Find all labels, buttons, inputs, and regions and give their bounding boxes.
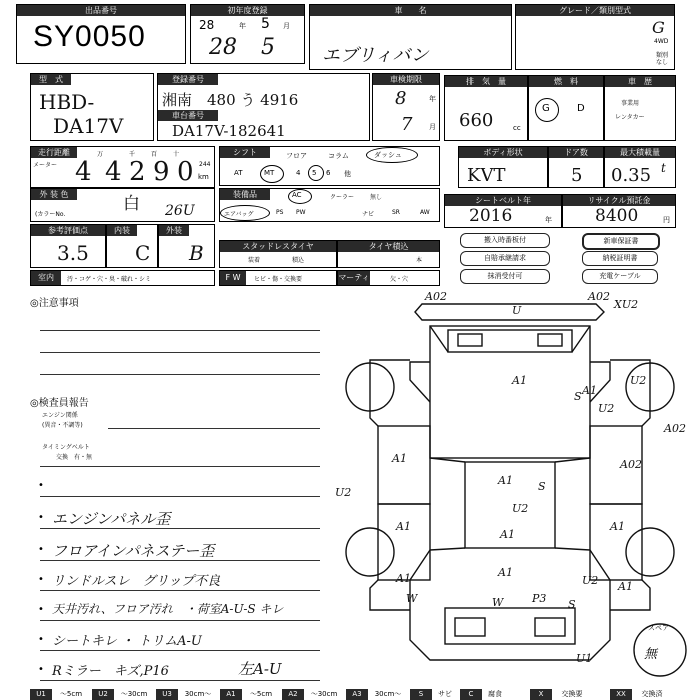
- equip-ps: PS: [276, 209, 284, 216]
- diagram-mark: A1: [498, 566, 513, 579]
- inspection-month-unit: 月: [429, 123, 436, 131]
- km-label: km: [198, 173, 209, 181]
- fw-box: [219, 270, 337, 286]
- legend-value: サビ: [438, 690, 452, 698]
- legend-key: X: [530, 689, 552, 700]
- equip-ac: AC: [292, 191, 302, 199]
- tire-value: 本: [416, 257, 423, 264]
- legend-value: ～30cm: [120, 690, 148, 698]
- shift-label: シフト: [220, 147, 270, 158]
- recycle-value: 8400: [595, 206, 639, 226]
- diagram-mark: P3: [532, 592, 547, 605]
- seatbelt-box: [444, 194, 562, 228]
- mileage-unit-2: 千: [129, 151, 136, 158]
- car-name: エブリィバン: [322, 45, 429, 66]
- interior-label: 内装: [107, 225, 137, 236]
- cc-unit: cc: [513, 124, 521, 132]
- timing-opts: 交換 有・無: [56, 454, 93, 461]
- exterior-box: [158, 224, 215, 268]
- fuel-label: 燃 料: [529, 76, 603, 87]
- lot-number-box: [16, 4, 186, 64]
- displacement-label: 排 気 量: [445, 76, 527, 87]
- use-opt-rental: レンタカー: [615, 114, 645, 121]
- shift-mt: MT: [264, 169, 275, 177]
- diagram-mark: A1: [582, 384, 597, 397]
- inspection-month: 7: [401, 114, 413, 135]
- interior-box: [106, 224, 158, 268]
- diagram-mark: U2: [335, 486, 352, 499]
- legend-value: 腐食: [488, 690, 502, 698]
- diagram-mark: A02: [664, 422, 686, 435]
- studless-loaded: 積込: [292, 257, 305, 264]
- doors-label: ドア数: [549, 147, 603, 158]
- vehicle-diagram: [330, 290, 690, 688]
- grade-label: グレード／類別型式: [516, 5, 674, 16]
- load-box: [604, 146, 676, 188]
- shift-at: AT: [234, 169, 243, 177]
- legend-value: 交換要: [561, 690, 583, 698]
- diagram-mark: U2: [582, 574, 599, 587]
- diagram-mark: W: [492, 596, 504, 609]
- note-line-4: 天井汚れ、フロア汚れ ・荷室A-U-S キレ: [52, 602, 284, 616]
- diagram-mark: A1: [618, 580, 633, 593]
- diagram-mark: W: [406, 592, 418, 605]
- legend-key: XX: [610, 689, 632, 700]
- color-no-label: (カラーNo.: [35, 211, 66, 218]
- load-label: 最大積載量: [605, 147, 675, 158]
- first-reg-month: 5: [261, 16, 270, 32]
- use-opt-business: 事業用: [621, 100, 640, 107]
- legend-bar: [0, 689, 700, 700]
- engine-sub: (異音・不調等): [42, 422, 83, 429]
- equip-pw: PW: [296, 209, 306, 216]
- recycle-box: [562, 194, 676, 228]
- studless-mounted: 装着: [248, 257, 261, 264]
- diagram-mark: A1: [512, 374, 527, 387]
- belt-label: シートベルト年: [445, 195, 561, 206]
- tire-loaded-box: [337, 240, 440, 268]
- doors-value: 5: [571, 165, 583, 186]
- fw-label: F W: [220, 271, 246, 285]
- inspector-title: ◎検査員報告: [30, 398, 89, 409]
- shift-box: [219, 146, 440, 186]
- mileage-box: [30, 146, 215, 188]
- exterior-label: 外装: [159, 225, 189, 236]
- legend-key: U1: [30, 689, 52, 700]
- ref-score-box: [30, 224, 106, 268]
- equip-none: 無し: [370, 194, 383, 201]
- diagram-mark: XU2: [614, 298, 639, 311]
- front-bumper-shape: [415, 304, 604, 320]
- lot-label: 出品番号: [17, 5, 185, 16]
- note-line-1: エンジンパネル歪: [52, 510, 171, 528]
- diagram-mark: A02: [425, 290, 447, 303]
- bullet-6: •: [38, 634, 44, 645]
- diagram-mark: A1: [610, 520, 625, 533]
- diagram-mark: A1: [500, 528, 515, 541]
- car-name-label: 車 名: [310, 5, 511, 16]
- inspection-label: 車検期限: [373, 74, 439, 85]
- color-value: 白: [123, 194, 140, 214]
- legend-key: A3: [346, 689, 368, 700]
- studless-label: スタッドレスタイヤ: [220, 241, 336, 252]
- doc-warranty: 新車保証書: [582, 233, 660, 250]
- mc-opts: 欠・穴: [390, 276, 409, 283]
- timing-label: タイミングベルト: [42, 444, 90, 451]
- doors-box: [548, 146, 604, 188]
- legend-value: 交換済: [641, 690, 663, 698]
- diagram-mark: A1: [392, 452, 407, 465]
- ref-label: 参考評価点: [31, 225, 105, 236]
- first-reg-month-unit: 月: [283, 22, 290, 30]
- tire-label: タイヤ積込: [338, 241, 439, 252]
- use-box: [604, 75, 676, 141]
- mileage-digit-5: 0: [177, 157, 194, 187]
- first-reg-era: 28: [199, 18, 215, 32]
- room-label: 室内: [31, 271, 61, 285]
- first-reg-month-hw: 5: [261, 35, 275, 60]
- bullet-1: •: [38, 480, 44, 491]
- mileage-digit-3: 2: [129, 157, 146, 187]
- car-name-box: [309, 4, 512, 70]
- legend-key: U3: [156, 689, 178, 700]
- equip-sr: SR: [392, 209, 400, 216]
- legend-value: 30cm～: [184, 690, 212, 698]
- recycle-unit: 円: [663, 216, 670, 224]
- belt-value: 2016: [469, 206, 513, 226]
- spare-value: 無: [644, 647, 658, 662]
- doc-tax: 納税証明書: [582, 251, 658, 266]
- doc-deregister: 抹消受付可: [460, 269, 550, 284]
- shift-opt-dash: ダッシュ: [374, 151, 402, 159]
- color-no: 26U: [165, 203, 195, 219]
- spare-label: スペア: [648, 624, 669, 632]
- bullet-2: •: [38, 512, 44, 523]
- inspection-year: 8: [395, 88, 407, 109]
- mileage-digit-2: 4: [105, 157, 122, 187]
- chassis-label: 車台番号: [158, 110, 218, 121]
- wheel-rear-right: [626, 528, 674, 576]
- model-line1: HBD-: [39, 90, 95, 114]
- color-label: 外 装 色: [31, 189, 77, 200]
- use-label: 車 歴: [605, 76, 675, 87]
- shift-6: 6: [326, 169, 331, 177]
- note-extra: 左A-U: [238, 660, 282, 678]
- note-line-5: シートキレ ・ トリムA-U: [52, 634, 202, 649]
- shift-other: 他: [344, 170, 351, 178]
- bullet-4: •: [38, 574, 44, 585]
- body-label: ボディ形状: [459, 147, 547, 158]
- diagram-mark: S: [574, 390, 582, 403]
- legend-key: A1: [220, 689, 242, 700]
- note-line-2: フロアインパネステー歪: [52, 542, 215, 560]
- reg-label: 登録番号: [158, 74, 218, 85]
- legend-value: ～5cm: [59, 690, 83, 698]
- roof-outline: [430, 326, 590, 458]
- legend-value: ～5cm: [249, 690, 273, 698]
- legend-key: S: [410, 689, 432, 700]
- drive-opt-none: 類別なし: [656, 52, 669, 66]
- diagram-mark: A02: [588, 290, 610, 303]
- reg-number: 湘南 480 う 4916: [162, 91, 299, 109]
- equip-airbag: エアバッグ: [224, 211, 254, 218]
- diagram-mark: A1: [498, 474, 513, 487]
- model-label: 型 式: [31, 74, 71, 85]
- room-box: [30, 270, 215, 286]
- fuel-d: D: [577, 103, 585, 114]
- interior-value: C: [135, 241, 151, 265]
- doc-plate: 搬入時番板付: [460, 233, 550, 248]
- shift-4: 4: [296, 169, 301, 177]
- drive-opt-4wd: 4WD: [654, 38, 669, 45]
- diagram-mark: U2: [630, 374, 647, 387]
- grade-mark-icon: G: [652, 18, 665, 37]
- equipment-box: [219, 188, 440, 222]
- exterior-value: B: [189, 241, 204, 265]
- ref-value: 3.5: [57, 241, 89, 265]
- load-unit: t: [661, 161, 666, 175]
- chassis-number: DA17V-182641: [172, 122, 286, 140]
- first-reg-label: 初年度登録: [191, 5, 304, 16]
- legend-value: 30cm～: [374, 690, 402, 698]
- meter-label: メーター: [33, 162, 58, 169]
- load-value: 0.35: [611, 165, 652, 186]
- displacement-value: 660: [459, 110, 494, 131]
- diagram-mark: A1: [396, 520, 411, 533]
- diagram-mark: U: [512, 304, 522, 317]
- doc-charge-cable: 充電ケーブル: [582, 269, 658, 284]
- mileage-digit-1: 4: [75, 157, 92, 187]
- displacement-box: [444, 75, 528, 141]
- caution-title: ◎注意事項: [30, 298, 79, 309]
- inspection-year-unit: 年: [429, 95, 436, 103]
- first-registration-box: [190, 4, 305, 64]
- bullet-7: •: [38, 664, 44, 675]
- doc-insurance: 自賠承継請求: [460, 251, 550, 266]
- fuel-g: G: [542, 103, 550, 114]
- equip-cooler: クーラー: [330, 194, 355, 201]
- legend-key: U2: [92, 689, 114, 700]
- lot-number: SY0050: [33, 20, 146, 53]
- diagram-mark: S: [538, 480, 546, 493]
- first-reg-year-hw: 28: [209, 35, 237, 60]
- diagram-mark: U2: [598, 402, 615, 415]
- km-prefix: 244: [199, 161, 211, 168]
- legend-value: ～30cm: [310, 690, 338, 698]
- first-reg-year-unit: 年: [239, 22, 246, 30]
- body-box: [458, 146, 548, 188]
- color-box: [30, 188, 215, 222]
- wheel-rear-left: [346, 528, 394, 576]
- room-opts: 汚・コゲ・穴・臭・破れ・シミ: [67, 276, 152, 283]
- diagram-mark: A02: [620, 458, 642, 471]
- body-value: KVT: [467, 165, 506, 186]
- equip-label: 装備品: [220, 189, 270, 200]
- shift-opt-column: コラム: [328, 152, 349, 160]
- shift-5: 5: [312, 169, 317, 177]
- inspection-box: [372, 73, 440, 141]
- equip-navi: ナビ: [362, 211, 375, 218]
- mc-label: マーティ: [338, 271, 370, 285]
- belt-unit: 年: [545, 216, 552, 224]
- mileage-unit-1: 万: [97, 151, 104, 158]
- mileage-unit-3: 百: [151, 151, 158, 158]
- grade-box: [515, 4, 675, 70]
- mileage-unit-4: 十: [173, 151, 180, 158]
- model-box: [30, 73, 154, 141]
- bullet-5: •: [38, 604, 44, 615]
- registration-box: [157, 73, 370, 141]
- engine-label: エンジン関係: [42, 412, 78, 419]
- diagram-mark: S: [568, 598, 576, 611]
- note-line-6: Rミラー キズ,P16: [52, 664, 169, 679]
- recycle-label: リサイクル預託金: [563, 195, 675, 206]
- fuel-box: [528, 75, 604, 141]
- model-line2: DA17V: [53, 114, 124, 138]
- mc-box: [337, 270, 440, 286]
- equip-aw: AW: [420, 209, 430, 216]
- studless-box: [219, 240, 337, 268]
- legend-key: A2: [282, 689, 304, 700]
- shift-opt-floor: フロア: [286, 152, 307, 160]
- diagram-mark: A1: [396, 572, 411, 585]
- diagram-mark: U2: [512, 502, 529, 515]
- mileage-digit-4: 9: [153, 157, 170, 187]
- legend-key: C: [460, 689, 482, 700]
- fw-opts: ヒビ・傷・交換要: [254, 276, 303, 283]
- note-line-3: リンドルスレ グリップ不良: [52, 574, 221, 589]
- mileage-label: 走行距離: [31, 147, 77, 158]
- bullet-3: •: [38, 544, 44, 555]
- diagram-mark: U1: [576, 652, 593, 665]
